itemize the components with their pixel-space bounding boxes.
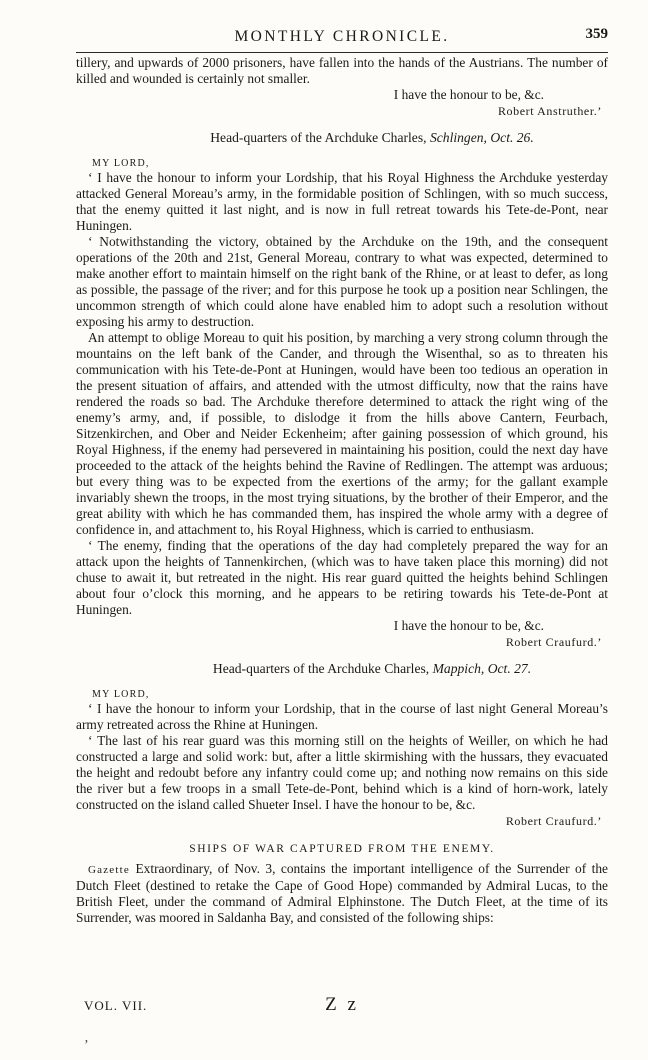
letter3-paragraph-2: ‘ The last of his rear guard was this morning still on the heights of Weiller, on which he had constructed a large and solid work: but, after a little skirmishing with the hussars, they evacuated the height and redoubt before any infantry could come up; and nothing now remains on this side the river but a few troops in a small Tete-de-Pont, behind which is a kind of horn-work, lately constructed on the island called Shueter Insel. I have the honour to be, &c.	[76, 733, 608, 812]
section-lead-word: Gazette	[88, 864, 130, 876]
letter2-closing: I have the honour to be, &c.	[393, 618, 544, 633]
letter2-dateline-prefix: Head-quarters of the Archduke Charles,	[210, 130, 427, 145]
letter2-dateline-place: Schlingen, Oct. 26.	[429, 130, 534, 145]
article-body	[76, 55, 608, 926]
letter1-closing: I have the honour to be, &c.	[393, 87, 544, 102]
running-title: MONTHLY CHRONICLE.	[234, 28, 450, 45]
letter3-dateline-place: Mappich, Oct. 27.	[432, 661, 532, 676]
letter3-paragraph-1: ‘ I have the honour to inform your Lordship, that in the course of last night General Moreau’s army retreated across the Rhine at Huningen.	[76, 701, 608, 732]
page-number: 359	[585, 26, 608, 42]
letter1-signature: Robert Anstruther.’	[497, 104, 602, 118]
section-paragraph-text: Extraordinary, of Nov. 3, contains the important intelligence of the Surrender of the Dutch Fleet (destined to retake the Cape of Good Hope) commanded by Admiral Lucas, to the British Fleet, under the command of Admiral Elphinstone. The Dutch Fleet, at the time of its Surrender, was moored in Saldanha Bay, and consisted of the following ships:	[76, 861, 608, 925]
section-paragraph	[76, 861, 608, 926]
letter2-dateline	[136, 129, 608, 146]
page-header	[76, 22, 608, 53]
edge-mark: ’	[84, 1038, 89, 1053]
signature-mark: Z z	[325, 994, 359, 1015]
page-footer	[76, 994, 608, 1022]
letter2-paragraph-1: ‘ I have the honour to inform your Lordship, that his Royal Highness the Archduke yesterday attacked General Moreau’s army, in the formidable position of Schlingen, with so much success, that the enemy quitted it last night, and is now in full retreat towards his Tete-de-Pont, near Huningen.	[76, 170, 608, 233]
letter2-salutation: MY LORD,	[92, 158, 150, 169]
letter2-paragraph-3: An attempt to oblige Moreau to quit his position, by marching a very strong column through the mountains on the left bank of the Cander, and through the Wisenthal, so as to threaten his communication with his Tete-de-Pont at Huningen, would have been too tedious an operation in the present situation of affairs, and attended with the utmost difficulty, now that the rains have rendered the roads so bad. The Archduke therefore determined to attack the right wing of the enemy’s army, and, if possible, to dislodge it from the hills above Cantern, Feurbach, Sitzenkirchen, and Ober and Neider Eckenheim; after gaining possession of which ground, his Royal Highness, if the enemy had persevered in maintaining his position, could the next day have proceeded to the attack of the heights behind the Ravine of Redlingen. The attempt was arduous; but every thing was to be expected from the exertions of the army; for the gallant example invariably shewn the troops, in the most trying situations, by the brother of their Emperor, and the great ability with which he has commanded them, has inspired the whole army with a degree of confidence in, and attachment to, his Royal Highness, which is carried to enthusiasm.	[76, 330, 608, 537]
letter3-salutation: MY LORD,	[92, 689, 150, 700]
letter2-paragraph-4: ‘ The enemy, finding that the operations of the day had completely prepared the way for an attack upon the heights of Tannenkirchen, (which was to have taken place this morning) did not chuse to await it, but retreated in the night. His rear guard quitted the heights behind Schlingen about four o’clock this morning, and he appears to be retiring towards his Tete-de-Pont at Huningen.	[76, 538, 608, 617]
letter3-dateline	[136, 660, 608, 677]
letter3-signature: Robert Craufurd.’	[505, 814, 602, 828]
volume-label: VOL. VII.	[84, 998, 148, 1013]
letter2-paragraph-2: ‘ Notwithstanding the victory, obtained by the Archduke on the 19th, and the consequent operations of the 20th and 21st, General Moreau, contrary to what was expected, determined to make another effort to maintain himself on the right bank of the Rhine, or at least to defer, as long as possible, the passage of the river; and for this purpose he took up a position near Schlingen, the uncommon strength of which could alone have enabled him to adopt such a resolution without exposing his army to destruction.	[76, 234, 608, 329]
letter2-signature: Robert Craufurd.’	[505, 635, 602, 649]
letter3-dateline-prefix: Head-quarters of the Archduke Charles,	[212, 661, 430, 676]
section-heading: SHIPS OF WAR CAPTURED FROM THE ENEMY.	[189, 843, 495, 855]
letter1-continuation: tillery, and upwards of 2000 prisoners, have fallen into the hands of the Austrians. The number of killed and wounded is certainly not smaller.	[76, 55, 608, 86]
